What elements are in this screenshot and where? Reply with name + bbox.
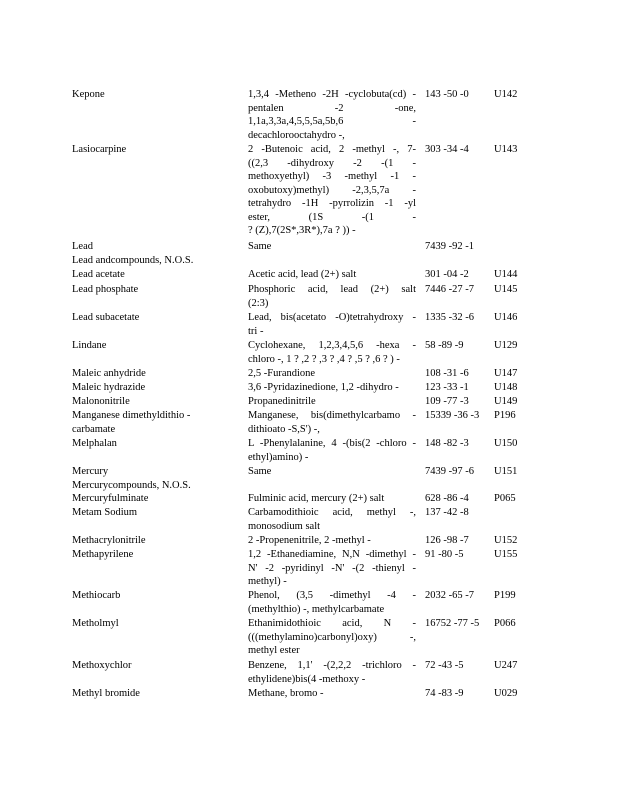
waste-code: U146 [494, 312, 518, 323]
cas-number: 137 -42 -8 [425, 507, 469, 518]
substance-name [72, 409, 212, 436]
chemical-name-line: 1,3,4 -Metheno -2H -cyclobuta(cd) - [248, 89, 416, 100]
chemical-name-line: methoxyethyl) -3 -methyl -1 - [248, 171, 416, 182]
waste-code: P066 [494, 618, 516, 629]
chemical-name-line: Lead, bis(acetato -O)tetrahydroxy - [248, 312, 416, 323]
waste-code: U144 [494, 269, 518, 280]
chemical-name-line: 2 -Propenenitrile, 2 -methyl - [248, 535, 371, 546]
chemical-name-line: Carbamodithioic acid, methyl -, [248, 507, 416, 518]
chemical-name-line: 1,1a,3,3a,4,5,5,5a,5b,6 - [248, 116, 416, 127]
substance-name-line: Maleic hydrazide [72, 382, 146, 393]
waste-code: U149 [494, 396, 518, 407]
chemical-name-line: decachlorooctahydro -, [248, 129, 345, 141]
cas-number: 628 -86 -4 [425, 493, 469, 504]
cas-number: 303 -34 -4 [425, 144, 469, 155]
substance-name [72, 492, 212, 506]
cas-number: 143 -50 -0 [425, 89, 469, 100]
chemical-name-line: Acetic acid, lead (2+) salt [248, 269, 357, 280]
substance-name [72, 367, 212, 381]
waste-code: U152 [494, 535, 518, 546]
substance-name-line: Maleic anhydride [72, 368, 146, 379]
chemical-name-line: Methane, bromo - [248, 688, 324, 699]
chemical-name [248, 88, 416, 142]
chemical-name-line: Phenol, (3,5 -dimethyl -4 - [248, 590, 416, 601]
chemical-name [248, 534, 416, 548]
substance-name-line: Lead phosphate [72, 284, 139, 295]
chemical-name-line: Benzene, 1,1' -(2,2,2 -trichloro - [248, 660, 416, 671]
substance-name-line: Methiocarb [72, 590, 121, 601]
chemical-name-line: methyl) - [248, 576, 287, 587]
chemical-name-line: 2 -Butenoic acid, 2 -methyl -, 7- [248, 144, 416, 155]
chemical-name-line: N' -2 -pyridinyl -N' -(2 -thienyl - [248, 562, 416, 574]
cas-number: 7439 -97 -6 [425, 466, 474, 477]
waste-code: U143 [494, 144, 518, 155]
substance-name-line: Metholmyl [72, 618, 119, 629]
cas-number: 108 -31 -6 [425, 368, 469, 379]
cas-number: 7446 -27 -7 [425, 284, 474, 295]
substance-name [72, 687, 212, 701]
substance-name [72, 534, 212, 548]
chemical-name-line: 2,5 -Furandione [248, 368, 316, 379]
substance-name-line: Lead andcompounds, N.O.S. [72, 254, 194, 266]
chemical-name-line: Propanedinitrile [248, 396, 316, 407]
waste-code: U145 [494, 284, 518, 295]
substance-name [72, 506, 212, 520]
substance-name [72, 395, 212, 409]
substance-name-line: carbamate [72, 423, 116, 435]
chemical-name [248, 506, 416, 533]
chemical-name [248, 409, 416, 436]
substance-name [72, 617, 212, 631]
cas-number: 301 -04 -2 [425, 269, 469, 280]
waste-code: P199 [494, 590, 516, 601]
chemical-name [248, 465, 416, 479]
chemical-name-line: Cyclohexane, 1,2,3,4,5,6 -hexa - [248, 340, 416, 351]
substance-name-line: Malononitrile [72, 396, 130, 407]
chemical-name [248, 548, 416, 589]
cas-number: 1335 -32 -6 [425, 312, 474, 323]
substance-name-line: Mercuryfulminate [72, 493, 149, 504]
substance-name-line: Melphalan [72, 438, 117, 449]
substance-name [72, 240, 212, 267]
cas-number: 123 -33 -1 [425, 382, 469, 393]
chemical-name [248, 492, 416, 506]
chemical-name [248, 311, 416, 338]
waste-code: U129 [494, 340, 518, 351]
chemical-name [248, 437, 416, 464]
chemical-name-line: Phosphoric acid, lead (2+) salt [248, 284, 416, 295]
chemical-name-line: ethylidene)bis(4 -methoxy - [248, 673, 366, 685]
substance-name [72, 283, 212, 297]
chemical-name [248, 589, 416, 616]
substance-name-line: Methacrylonitrile [72, 535, 146, 546]
substance-name-line: Lead subacetate [72, 312, 140, 323]
chemical-name-line: ethyl)amino) - [248, 451, 309, 463]
chemical-name-line: methyl ester [248, 645, 300, 656]
substance-name [72, 437, 212, 451]
chemical-name [248, 143, 416, 238]
chemical-name-line: Ethanimidothioic acid, N - [248, 618, 416, 629]
waste-code: U142 [494, 89, 518, 100]
substance-name [72, 589, 212, 603]
substance-name [72, 143, 212, 157]
chemical-name [248, 367, 416, 381]
waste-code: U150 [494, 438, 518, 449]
substance-name [72, 268, 212, 282]
waste-code: P196 [494, 410, 516, 421]
substance-name-line: Lasiocarpine [72, 144, 127, 155]
substance-name [72, 381, 212, 395]
chemical-name-line: 1,2 -Ethanediamine, N,N -dimethyl - [248, 549, 416, 560]
cas-number: 126 -98 -7 [425, 535, 469, 546]
chemical-name-line: L -Phenylalanine, 4 -(bis(2 -chloro - [248, 438, 416, 449]
substance-name-line: Methyl bromide [72, 688, 140, 699]
chemical-name-line: (((methylamino)carbonyl)oxy) -, [248, 631, 416, 643]
chemical-name-line: 3,6 -Pyridazinedione, 1,2 -dihydro - [248, 382, 399, 393]
cas-number: 109 -77 -3 [425, 396, 469, 407]
chemical-name-line: Fulminic acid, mercury (2+) salt [248, 493, 385, 504]
chemical-name-line: dithioato -S,S') -, [248, 423, 320, 435]
substance-name-line: Metam Sodium [72, 507, 138, 518]
chemical-name-line: ((2,3 -dihydroxy -2 -(1 - [248, 157, 416, 169]
waste-code: U148 [494, 382, 518, 393]
substance-name-line: Lead acetate [72, 269, 125, 280]
cas-number: 148 -82 -3 [425, 438, 469, 449]
substance-name [72, 659, 212, 673]
substance-name-line: Manganese dimethyldithio - [72, 410, 191, 421]
chemical-name-line: pentalen -2 -one, [248, 102, 416, 114]
chemical-name-line: chloro -, 1 ? ,2 ? ,3 ? ,4 ? ,5 ? ,6 ? ) - [248, 353, 400, 365]
substance-name-line: Mercurycompounds, N.O.S. [72, 479, 191, 491]
chemical-name-line: (2:3) [248, 297, 269, 309]
substance-name [72, 548, 212, 562]
substance-name-line: Lindane [72, 340, 107, 351]
substance-name [72, 339, 212, 353]
chemical-name-line: Manganese, bis(dimethylcarbamo - [248, 410, 416, 421]
substance-name [72, 311, 212, 325]
chemical-name-line: monosodium salt [248, 520, 321, 532]
chemical-name-line: tetrahydro -1H -pyrrolizin -1 -yl [248, 198, 416, 209]
chemical-name [248, 381, 416, 395]
chemical-name-line: oxobutoxy)methyl) -2,3,5,7a - [248, 184, 416, 196]
chemical-name-line: ? (Z),7(2S*,3R*),7a ? )) - [248, 225, 356, 236]
cas-number: 72 -43 -5 [425, 660, 464, 671]
chemical-name [248, 395, 416, 409]
substance-name-line: Methapyrilene [72, 549, 134, 560]
waste-code: P065 [494, 493, 516, 504]
waste-code: U151 [494, 466, 518, 477]
chemical-name-line: (methylthio) -, methylcarbamate [248, 603, 385, 615]
chemical-name [248, 339, 416, 366]
waste-code: U247 [494, 660, 518, 671]
substance-name [72, 88, 212, 102]
chemical-name-line: tri - [248, 325, 264, 337]
chemical-name [248, 268, 416, 282]
chemical-name [248, 617, 416, 658]
chemical-name-line: ester, (1S -(1 - [248, 211, 416, 223]
cas-number: 16752 -77 -5 [425, 618, 480, 629]
cas-number: 2032 -65 -7 [425, 590, 474, 601]
chemical-name-line: Same [248, 241, 272, 252]
substance-name-line: Lead [72, 241, 93, 252]
substance-name-line: Methoxychlor [72, 660, 132, 671]
substance-name [72, 465, 212, 492]
chemical-name-line: Same [248, 466, 272, 477]
substance-name-line: Mercury [72, 466, 109, 477]
chemical-name [248, 240, 416, 254]
cas-number: 91 -80 -5 [425, 549, 464, 560]
chemical-name [248, 283, 416, 310]
waste-code: U155 [494, 549, 518, 560]
substance-name-line: Kepone [72, 89, 105, 100]
cas-number: 58 -89 -9 [425, 340, 464, 351]
waste-code: U147 [494, 368, 518, 379]
cas-number: 7439 -92 -1 [425, 241, 474, 252]
chemical-name [248, 687, 416, 701]
waste-code: U029 [494, 688, 518, 699]
cas-number: 15339 -36 -3 [425, 410, 480, 421]
chemical-name [248, 659, 416, 686]
cas-number: 74 -83 -9 [425, 688, 464, 699]
